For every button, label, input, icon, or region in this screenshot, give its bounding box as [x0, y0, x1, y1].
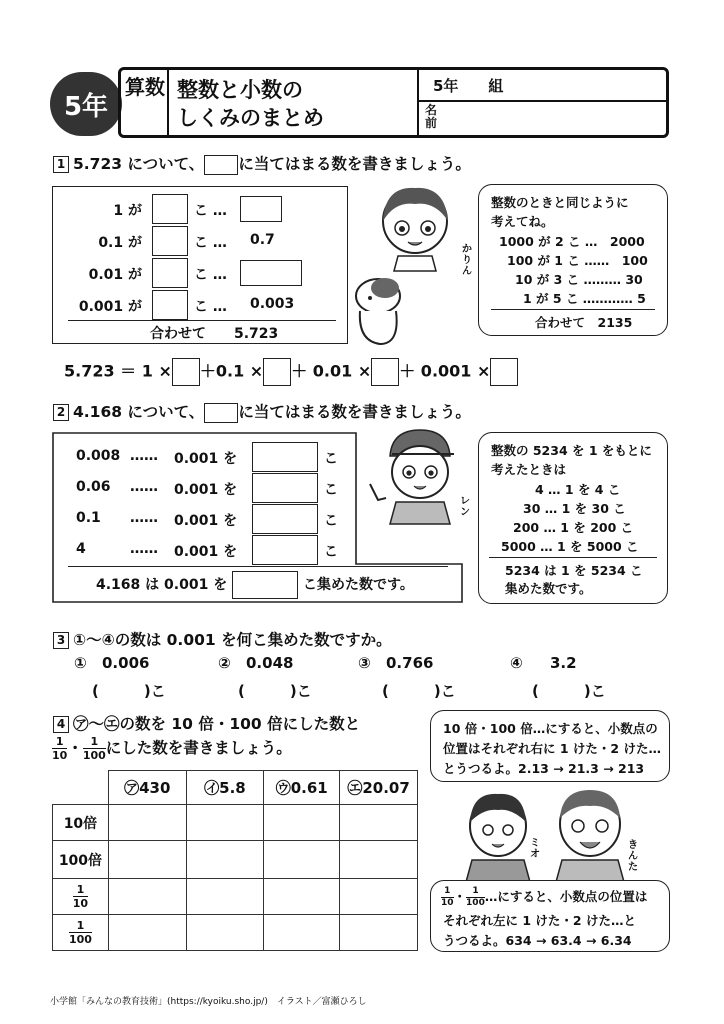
q4-prompt: 4 ㋐～㋓の数を 10 倍・100 倍にした数と [53, 712, 360, 734]
subject-label: 算数 [125, 75, 165, 99]
q1-answer-box[interactable] [152, 290, 188, 320]
karin-name: かりん [462, 244, 472, 277]
q1-total: 合わせて 5.723 [150, 326, 279, 342]
q1-prompt: 1 5.723 について、 に当てはまる数を書きましょう。 [53, 152, 471, 175]
q2-answer-box[interactable] [252, 535, 318, 565]
worksheet-title: 整数と小数の しくみのまとめ [177, 78, 324, 130]
q1-rows: 1 が こ … 0.1 が こ … 0.7 0.01 が こ … 0.001 が こ … 0.003 [60, 194, 340, 320]
grade-badge: 5年 [50, 72, 122, 136]
q2-prompt: 2 4.168 について、 に当てはまる数を書きましょう。 [53, 400, 471, 423]
q4-hint-bubble-bottom: $\frac{1}{10}$ ・ $\frac{1}{100}$ …にすると、小数点の位置は それぞれ左に 1 けた・2 けた…と うつるよ。634 → 63.4 → 6.34 [430, 880, 670, 952]
q2-rows: 0.008 …… 0.001 を こ 0.06 …… 0.001 を こ 0.1 …… 0.001 を こ 4 …… 0.001 を こ [76, 442, 346, 565]
mio-kinta-illustration [450, 782, 650, 882]
worksheet-header [118, 67, 669, 138]
q1-equation-box[interactable] [263, 358, 291, 386]
q2-answer-box[interactable] [252, 504, 318, 534]
kinta-name: きんた [628, 840, 638, 873]
q1-hint-bubble: 整数のときと同じように 考えてね。 1000 が 2 こ … 2000 100 が 1 こ …… 100 10 が 3 こ ……… 30 1 が 5 こ ………… 5 合わせて 2135 [478, 184, 668, 336]
q1-answer-box[interactable] [152, 194, 188, 224]
q1-equation: 5.723 ＝ 1 × ＋0.1 × ＋ 0.01 × ＋ 0.001 × [64, 358, 518, 386]
ren-illustration [362, 424, 472, 528]
q1-equation-box[interactable] [371, 358, 399, 386]
q1-equation-box[interactable] [490, 358, 518, 386]
mio-name: ミオ [530, 838, 540, 860]
q1-answer-box[interactable] [152, 258, 188, 288]
q1-answer-box[interactable] [152, 226, 188, 256]
q4-hint-bubble-top: 10 倍・100 倍…にすると、小数点の 位置はそれぞれ右に 1 けた・2 けた… とうつるよ。2.13 → 21.3 → 213 [430, 710, 670, 782]
name-field-label: 名前 [425, 103, 438, 130]
q1-answer-box[interactable] [240, 196, 282, 222]
footer-credit: 小学館「みんなの教育技術」(https://kyoiku.sho.jp/) イラスト／富瀬ひろし [50, 997, 367, 1007]
class-field[interactable]: 5年 組 [433, 77, 504, 95]
q2-answer-box[interactable] [252, 473, 318, 503]
q4-prompt-line2: $\frac{1}{10}$ ・ $\frac{1}{100}$ にした数を書きましょう。 [52, 735, 292, 762]
q2-summary-box[interactable] [232, 571, 298, 599]
q3-prompt: 3 ①～④の数は 0.001 を何こ集めた数ですか。 [53, 628, 392, 650]
q4-table: ㋐430 ㋑5.8 ㋒0.61 ㋓20.07 10倍 100倍 $\frac{1}{10}$ $\frac{1}{100}$ [52, 770, 418, 951]
ren-name: レン [460, 496, 470, 518]
q2-summary: 4.168 は 0.001 を こ集めた数です。 [96, 571, 414, 599]
q1-equation-box[interactable] [172, 358, 200, 386]
q2-answer-box[interactable] [252, 442, 318, 472]
q2-hint-bubble: 整数の 5234 を 1 をもとに 考えたときは 4 … 1 を 4 こ 30 … 1 を 30 こ 200 … 1 を 200 こ 5000 … 1 を 5000 こ 5234 は 1 を 5234 こ 集めた数です。 [478, 432, 668, 604]
q1-answer-box[interactable] [240, 260, 302, 286]
